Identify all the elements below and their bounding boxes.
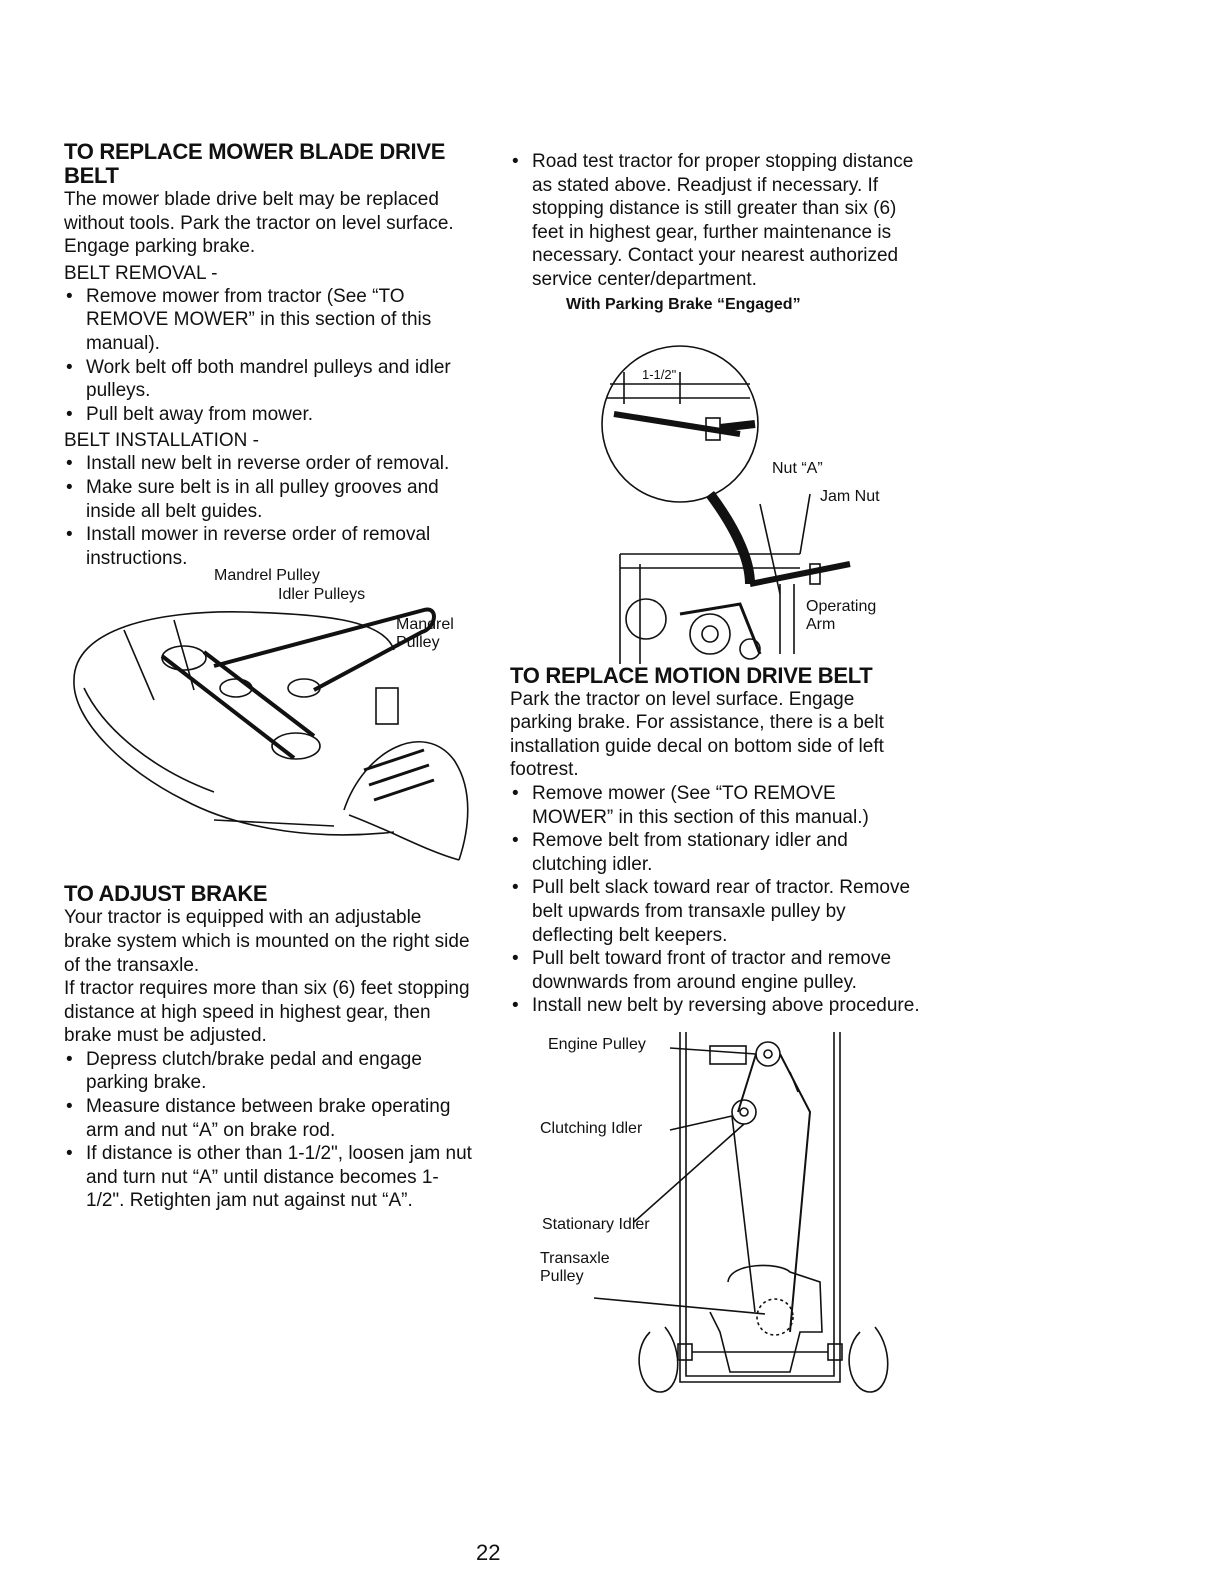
dimension-label: 1-1/2" xyxy=(642,366,677,382)
list-item: • Make sure belt is in all pulley grooves and inside all belt guides. xyxy=(64,476,474,523)
list-item: • If distance is other than 1-1/2", loosen jam nut and turn nut “A” until distance becomes 1-1/2". Retighten jam nut against nut “A”. xyxy=(64,1142,474,1213)
stationary-idler-label: Stationary Idler xyxy=(542,1215,650,1233)
engine-pulley-label: Engine Pulley xyxy=(548,1035,646,1053)
heading-replace-motion-drive-belt: TO REPLACE MOTION DRIVE BELT xyxy=(510,662,873,688)
brake-figure-caption: With Parking Brake “Engaged” xyxy=(566,295,801,313)
list-item: • Install new belt by reversing above procedure. xyxy=(510,994,920,1018)
belt-installation-label: BELT INSTALLATION - xyxy=(64,430,259,452)
right-column xyxy=(510,150,920,1402)
road-test-list xyxy=(510,150,920,292)
list-item: • Depress clutch/brake pedal and engage parking brake. xyxy=(64,1048,474,1095)
nut-a-label: Nut “A” xyxy=(772,459,823,477)
motion-paragraph: Park the tractor on level surface. Engage parking brake. For assistance, there is a belt installation guide decal on bottom side of left footrest. xyxy=(510,688,884,781)
heading-replace-mower-blade-belt: TO REPLACE MOWER BLADE DRIVE BELT xyxy=(64,139,446,188)
motion-belt-figure xyxy=(510,1032,920,1402)
idler-pulleys-label: Idler Pulleys xyxy=(278,586,366,604)
mandrel-pulley-label-left: Mandrel Pulley xyxy=(214,567,320,585)
list-item: • Road test tractor for proper stopping distance as stated above. Readjust if necessary. If stopping distance is still greater than six (6) feet in highest gear, further maintenance is necessary. Contact your nearest authorized service center/department. xyxy=(510,150,920,292)
belt-removal-label: BELT REMOVAL - xyxy=(64,262,218,284)
page-number: 22 xyxy=(476,1540,501,1565)
mandrel-pulley-label-right: Mandrel Pulley xyxy=(396,616,454,652)
list-item: • Measure distance between brake operating arm and nut “A” on brake rod. xyxy=(64,1095,474,1142)
jam-nut-label: Jam Nut xyxy=(820,487,880,505)
heading-adjust-brake: TO ADJUST BRAKE xyxy=(64,881,268,907)
list-item: • Pull belt away from mower. xyxy=(64,403,474,427)
list-item: • Pull belt toward front of tractor and remove downwards from around engine pulley. xyxy=(510,947,920,994)
list-item: • Remove belt from stationary idler and clutching idler. xyxy=(510,829,920,876)
list-item: • Install new belt in reverse order of removal. xyxy=(64,452,474,476)
install-list xyxy=(64,452,474,570)
brake-paragraph-1: Your tractor is equipped with an adjustable brake system which is mounted on the right side of the transaxle. xyxy=(64,907,470,976)
list-item: • Work belt off both mandrel pulleys and idler pulleys. xyxy=(64,356,474,403)
operating-arm-label: Operating Arm xyxy=(806,597,877,633)
list-item: • Remove mower (See “TO REMOVE MOWER” in this section of this manual.) xyxy=(510,782,920,829)
brake-list xyxy=(64,1048,474,1213)
clutching-idler-label: Clutching Idler xyxy=(540,1119,643,1137)
left-column xyxy=(64,140,474,1213)
mower-deck-figure xyxy=(64,567,474,882)
intro-paragraph: The mower blade drive belt may be replaced without tools. Park the tractor on level surface. Engage parking brake. xyxy=(64,189,454,258)
list-item: • Remove mower from tractor (See “TO REMOVE MOWER” in this section of this manual). xyxy=(64,285,474,356)
list-item: • Pull belt slack toward rear of tractor. Remove belt upwards from transaxle pulley by deflecting belt keepers. xyxy=(510,876,920,947)
transaxle-pulley-label: Transaxle Pulley xyxy=(540,1249,610,1285)
list-item: • Install mower in reverse order of removal instructions. xyxy=(64,523,474,570)
brake-figure xyxy=(510,314,920,664)
removal-list xyxy=(64,285,474,427)
brake-paragraph-2: If tractor requires more than six (6) feet stopping distance at high speed in highest gear, then brake must be adjusted. xyxy=(64,978,470,1047)
motion-list xyxy=(510,782,920,1018)
